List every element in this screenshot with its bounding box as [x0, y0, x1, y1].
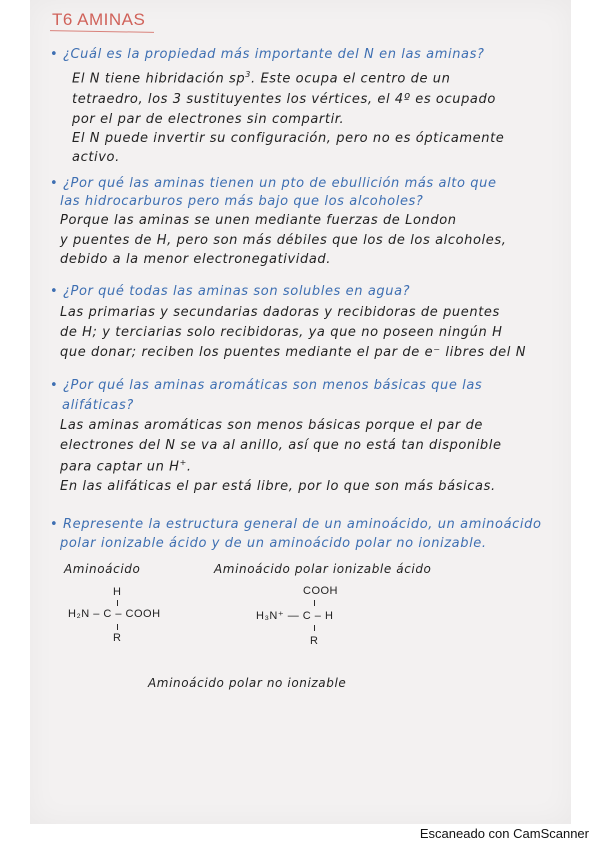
question-5-line-2: polar ionizable ácido y de un aminoácido polar no ionizable. — [60, 536, 487, 551]
question-4-line-1: • ¿Por qué las aminas aromáticas son menos básicas que las — [50, 378, 483, 393]
answer-2-line-3: debido a la menor electronegatividad. — [60, 252, 332, 267]
acidic-aminoacid-bottom-r: R — [310, 635, 319, 647]
answer-3-line-3: que donar; reciben los puentes mediante el par de e⁻ libres del N — [60, 345, 527, 360]
aminoacid-bottom-r: R — [113, 632, 122, 644]
answer-2-line-2: y puentes de H, pero son más débiles que los de los alcoholes, — [60, 233, 507, 248]
answer-1-line-2: tetraedro, los 3 sustituyentes los vértices, el 4º es ocupado — [72, 92, 496, 107]
label-aminoacid: Aminoácido — [64, 562, 141, 576]
notebook-page — [30, 0, 571, 824]
question-2-line-2: las hidrocarburos pero más bajo que los alcoholes? — [60, 194, 424, 209]
aminoacid-top-h: H — [113, 586, 122, 598]
question-5-line-1: • Represente la estructura general de un aminoácido, un aminoácido — [50, 517, 542, 532]
question-1: • ¿Cuál es la propiedad más importante del N en las aminas? — [50, 47, 485, 62]
question-2-line-1: • ¿Por qué las aminas tienen un pto de ebullición más alto que — [50, 176, 497, 191]
answer-4-line-3: para captar un H+. — [60, 458, 192, 475]
answer-2-line-1: Porque las aminas se unen mediante fuerzas de London — [60, 213, 457, 228]
answer-1-line-5: activo. — [72, 150, 120, 165]
answer-1-line-4: El N puede invertir su configuración, pero no es ópticamente — [72, 131, 505, 146]
aminoacid-bottom-bond: ı — [116, 621, 120, 633]
answer-1-line-3: por el par de electrones sin compartir. — [72, 112, 345, 127]
title-underline — [50, 30, 154, 33]
answer-3-line-1: Las primarias y secundarias dadoras y recibidoras de puentes — [60, 305, 500, 320]
scanner-watermark: Escaneado con CamScanner — [419, 826, 589, 841]
question-3: • ¿Por qué todas las aminas son solubles en agua? — [50, 284, 411, 299]
answer-4-line-1: Las aminas aromáticas son menos básicas porque el par de — [60, 418, 484, 433]
label-acidic-aminoacid: Aminoácido polar ionizable ácido — [214, 562, 432, 576]
answer-4-line-4: En las alifáticas el par está libre, por lo que son más básicas. — [60, 479, 496, 494]
label-nonionizable-aminoacid: Aminoácido polar no ionizable — [148, 676, 347, 690]
answer-3-line-2: de H; y terciarias solo recibidoras, ya que no poseen ningún H — [60, 325, 503, 340]
acidic-aminoacid-bottom-bond: ı — [313, 622, 317, 634]
page-title: T6 AMINAS — [52, 10, 146, 29]
aminoacid-top-bond: ı — [116, 597, 120, 609]
answer-1-line-1: El N tiene hibridación $sp^3$. Este ocupa el centro de un — [72, 70, 451, 87]
aminoacid-formula: H₂N – C – COOH — [68, 608, 161, 620]
acidic-aminoacid-formula: H₃N⁺ — C – H — [256, 610, 334, 622]
answer-4-line-2: electrones del N se va al anillo, así que no está tan disponible — [60, 438, 502, 453]
acidic-aminoacid-top-cooh: COOH — [303, 585, 338, 597]
acidic-aminoacid-top-bond: ı — [313, 597, 317, 609]
question-4-line-2: alifáticas? — [62, 398, 134, 413]
